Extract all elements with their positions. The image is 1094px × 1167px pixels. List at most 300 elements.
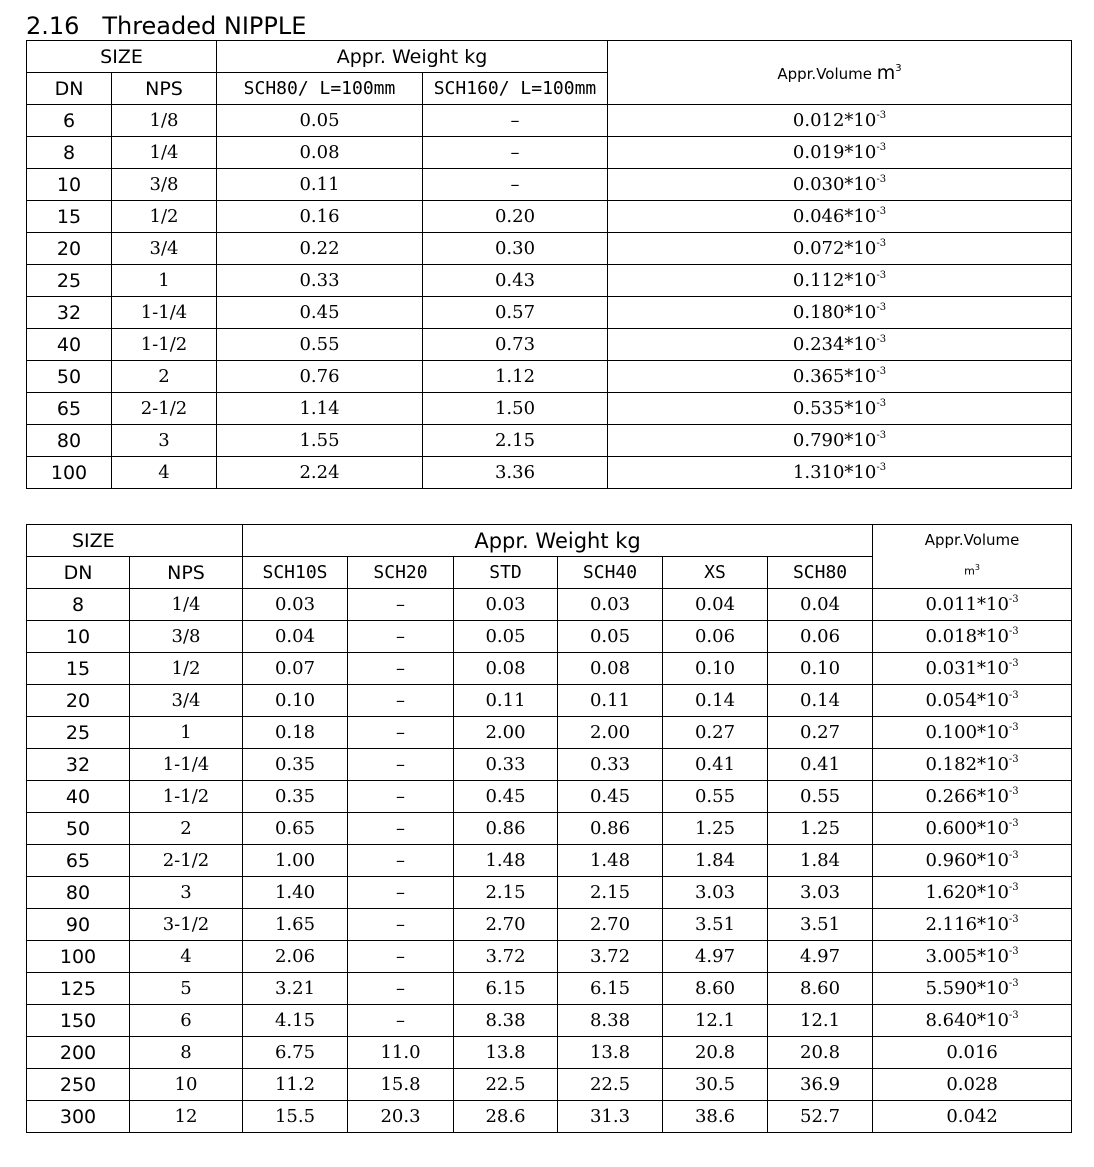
table-row	[27, 329, 1072, 361]
sch80-cell: 0.45	[217, 297, 423, 329]
std-cell: 0.45	[454, 781, 558, 813]
dn-cell: 8	[27, 589, 130, 621]
dn-cell: 200	[27, 1037, 130, 1069]
nps-cell: 2	[130, 813, 243, 845]
dn-cell: 300	[27, 1101, 130, 1133]
sch80-cell: 1.55	[217, 425, 423, 457]
volume-value: 0.790*10	[792, 430, 877, 451]
volume-cell	[608, 393, 1072, 425]
dn-cell: 65	[27, 845, 130, 877]
sch160-cell: 1.50	[423, 393, 608, 425]
sch80-cell: 0.11	[217, 169, 423, 201]
nps-cell: 6	[130, 1005, 243, 1037]
dn-header: DN	[27, 557, 130, 589]
volume-cell	[608, 201, 1072, 233]
volume-cell	[608, 425, 1072, 457]
table-row	[27, 621, 1072, 653]
volume-value: 1.620*10	[925, 882, 1009, 903]
sch160-cell: –	[423, 169, 608, 201]
sch20-cell: –	[348, 749, 454, 781]
xs-cell: 3.51	[663, 909, 768, 941]
nps-cell: 2-1/2	[112, 393, 217, 425]
sch10s-cell: 3.21	[243, 973, 348, 1005]
table-row	[27, 297, 1072, 329]
dn-cell: 25	[27, 265, 112, 297]
std-cell: 2.15	[454, 877, 558, 909]
table-body	[27, 105, 1072, 489]
volume-exponent: -3	[876, 366, 887, 377]
nps-cell: 1/2	[130, 653, 243, 685]
volume-cell	[608, 329, 1072, 361]
sch20-cell: –	[348, 845, 454, 877]
xs-cell: 0.10	[663, 653, 768, 685]
nps-cell: 1/4	[112, 137, 217, 169]
sch80-cell: 0.55	[768, 781, 873, 813]
xs-cell: 0.55	[663, 781, 768, 813]
page-title: 2.16 Threaded NIPPLE	[26, 12, 307, 40]
volume-exponent: -3	[876, 334, 887, 345]
sch40-cell: 1.48	[558, 845, 663, 877]
table-row	[27, 393, 1072, 425]
table-row	[27, 749, 1072, 781]
sch20-cell: –	[348, 653, 454, 685]
table-row	[27, 361, 1072, 393]
std-cell: 0.33	[454, 749, 558, 781]
weight-header: Appr. Weight kg	[217, 41, 608, 73]
table-row	[27, 169, 1072, 201]
volume-value: 0.182*10	[925, 754, 1009, 775]
sch20-cell: –	[348, 717, 454, 749]
sch80-cell: 1.84	[768, 845, 873, 877]
dn-cell: 125	[27, 973, 130, 1005]
xs-cell: 4.97	[663, 941, 768, 973]
volume-cell	[873, 813, 1072, 845]
nps-cell: 2	[112, 361, 217, 393]
volume-exponent: -3	[1008, 818, 1019, 829]
sch80-cell: 0.55	[217, 329, 423, 361]
volume-cell	[608, 265, 1072, 297]
nps-cell: 1-1/4	[112, 297, 217, 329]
table-row	[27, 973, 1072, 1005]
volume-cell	[608, 361, 1072, 393]
volume-value: 0.365*10	[792, 366, 877, 387]
table-header-row	[27, 41, 1072, 73]
nps-cell: 3/4	[112, 233, 217, 265]
table-body	[27, 589, 1072, 1133]
nps-cell: 3	[130, 877, 243, 909]
table-row	[27, 685, 1072, 717]
std-cell: 3.72	[454, 941, 558, 973]
volume-exponent: -3	[1008, 722, 1019, 733]
volume-value: 0.018*10	[925, 626, 1009, 647]
volume-exponent: -3	[876, 142, 887, 153]
sch10s-cell: 15.5	[243, 1101, 348, 1133]
nps-cell: 4	[130, 941, 243, 973]
sch80-cell: 52.7	[768, 1101, 873, 1133]
volume-exponent: -3	[876, 430, 887, 441]
volume-unit-exponent: 3	[974, 563, 980, 573]
volume-exponent: -3	[1008, 658, 1019, 669]
volume-exponent: -3	[1008, 914, 1019, 925]
sch80-cell: 2.24	[217, 457, 423, 489]
volume-exponent: -3	[1008, 786, 1019, 797]
nipple-table-sch80-sch160	[26, 40, 1072, 489]
volume-exponent: -3	[876, 206, 887, 217]
dn-cell: 20	[27, 233, 112, 265]
volume-value: 0.042	[946, 1106, 998, 1127]
sch20-header: SCH20	[348, 557, 454, 589]
volume-exponent: -3	[1008, 626, 1019, 637]
sch20-cell: –	[348, 685, 454, 717]
sch20-cell: –	[348, 781, 454, 813]
volume-header	[608, 41, 1072, 105]
sch160-cell: 0.73	[423, 329, 608, 361]
table-row	[27, 233, 1072, 265]
nps-cell: 1/4	[130, 589, 243, 621]
xs-header: XS	[663, 557, 768, 589]
volume-exponent: -3	[876, 238, 887, 249]
sch20-cell: –	[348, 909, 454, 941]
nipple-table-schedules	[26, 524, 1072, 1133]
volume-value: 0.600*10	[925, 818, 1009, 839]
sch10s-cell: 0.35	[243, 781, 348, 813]
sch80-cell: 12.1	[768, 1005, 873, 1037]
nps-cell: 3	[112, 425, 217, 457]
nps-cell: 1/8	[112, 105, 217, 137]
volume-cell	[608, 137, 1072, 169]
volume-unit: m	[964, 564, 975, 578]
dn-cell: 65	[27, 393, 112, 425]
volume-value: 0.011*10	[925, 594, 1009, 615]
sch10s-cell: 0.18	[243, 717, 348, 749]
sch160-cell: –	[423, 137, 608, 169]
std-cell: 0.08	[454, 653, 558, 685]
table-row	[27, 653, 1072, 685]
volume-cell	[608, 233, 1072, 265]
xs-cell: 12.1	[663, 1005, 768, 1037]
table-row	[27, 877, 1072, 909]
std-cell: 2.70	[454, 909, 558, 941]
sch80-cell: 36.9	[768, 1069, 873, 1101]
xs-cell: 1.25	[663, 813, 768, 845]
volume-value: 0.072*10	[792, 238, 877, 259]
size-header: SIZE	[27, 525, 243, 557]
sch40-cell: 0.05	[558, 621, 663, 653]
sch40-cell: 2.70	[558, 909, 663, 941]
volume-unit-wrap	[873, 563, 1071, 578]
sch80-cell: 0.76	[217, 361, 423, 393]
table-row	[27, 137, 1072, 169]
table-row	[27, 1101, 1072, 1133]
sch20-cell: –	[348, 877, 454, 909]
sch160-cell: 0.30	[423, 233, 608, 265]
sch20-cell: –	[348, 589, 454, 621]
volume-cell	[873, 653, 1072, 685]
std-header: STD	[454, 557, 558, 589]
dn-cell: 15	[27, 653, 130, 685]
volume-value: 0.180*10	[792, 302, 877, 323]
sch20-cell: –	[348, 1005, 454, 1037]
volume-exponent: -3	[876, 398, 887, 409]
table-row	[27, 717, 1072, 749]
volume-cell	[873, 973, 1072, 1005]
sch10s-cell: 1.65	[243, 909, 348, 941]
sch160-cell: 3.36	[423, 457, 608, 489]
volume-cell	[873, 685, 1072, 717]
table-row	[27, 781, 1072, 813]
sch80-cell: 8.60	[768, 973, 873, 1005]
table-row	[27, 1037, 1072, 1069]
sch160-cell: 0.57	[423, 297, 608, 329]
sch80-cell: 4.97	[768, 941, 873, 973]
volume-exponent: -3	[1008, 754, 1019, 765]
sch80-cell: 0.08	[217, 137, 423, 169]
volume-exponent: -3	[1008, 1010, 1019, 1021]
sch20-cell: 20.3	[348, 1101, 454, 1133]
nps-cell: 3-1/2	[130, 909, 243, 941]
volume-value: 2.116*10	[925, 914, 1009, 935]
dn-cell: 150	[27, 1005, 130, 1037]
sch80-cell: 0.16	[217, 201, 423, 233]
dn-cell: 50	[27, 813, 130, 845]
dn-cell: 20	[27, 685, 130, 717]
dn-cell: 32	[27, 297, 112, 329]
volume-exponent: -3	[876, 110, 887, 121]
std-cell: 8.38	[454, 1005, 558, 1037]
volume-cell	[873, 781, 1072, 813]
volume-value: 0.100*10	[925, 722, 1009, 743]
xs-cell: 0.41	[663, 749, 768, 781]
xs-cell: 0.04	[663, 589, 768, 621]
sch10s-cell: 0.03	[243, 589, 348, 621]
nps-cell: 1	[112, 265, 217, 297]
volume-exponent: -3	[876, 270, 887, 281]
sch160-cell: 2.15	[423, 425, 608, 457]
nps-cell: 4	[112, 457, 217, 489]
sch20-cell: –	[348, 941, 454, 973]
volume-cell	[608, 457, 1072, 489]
table-row	[27, 909, 1072, 941]
std-cell: 0.11	[454, 685, 558, 717]
sch80-header: SCH80/ L=100mm	[217, 73, 423, 105]
sch40-cell: 2.00	[558, 717, 663, 749]
volume-value: 8.640*10	[925, 1010, 1009, 1031]
volume-value: 0.266*10	[925, 786, 1009, 807]
sch80-cell: 3.51	[768, 909, 873, 941]
volume-value: 0.016	[946, 1042, 998, 1063]
volume-value: 1.310*10	[792, 462, 877, 483]
std-cell: 2.00	[454, 717, 558, 749]
sch20-cell: 11.0	[348, 1037, 454, 1069]
volume-exponent: -3	[876, 302, 887, 313]
table-row	[27, 201, 1072, 233]
volume-label: Appr.Volume	[777, 64, 872, 83]
volume-cell	[873, 621, 1072, 653]
volume-cell	[608, 297, 1072, 329]
sch80-cell: 1.25	[768, 813, 873, 845]
sch40-cell: 2.15	[558, 877, 663, 909]
volume-value: 0.046*10	[792, 206, 877, 227]
table-row	[27, 265, 1072, 297]
sch10s-cell: 11.2	[243, 1069, 348, 1101]
sch40-cell: 0.08	[558, 653, 663, 685]
volume-cell	[873, 1037, 1072, 1069]
xs-cell: 0.27	[663, 717, 768, 749]
table-row	[27, 425, 1072, 457]
volume-cell	[873, 1069, 1072, 1101]
volume-unit-exponent: 3	[895, 62, 902, 74]
sch80-cell: 20.8	[768, 1037, 873, 1069]
volume-cell	[873, 1005, 1072, 1037]
std-cell: 0.05	[454, 621, 558, 653]
sch80-cell: 0.10	[768, 653, 873, 685]
dn-cell: 80	[27, 877, 130, 909]
volume-cell	[873, 909, 1072, 941]
dn-cell: 40	[27, 781, 130, 813]
volume-exponent: -3	[1008, 594, 1019, 605]
table-row	[27, 845, 1072, 877]
volume-cell	[873, 845, 1072, 877]
std-cell: 0.86	[454, 813, 558, 845]
dn-cell: 100	[27, 457, 112, 489]
sch160-cell: 1.12	[423, 361, 608, 393]
xs-cell: 20.8	[663, 1037, 768, 1069]
xs-cell: 30.5	[663, 1069, 768, 1101]
table-row	[27, 1069, 1072, 1101]
dn-cell: 25	[27, 717, 130, 749]
dn-cell: 10	[27, 169, 112, 201]
std-cell: 13.8	[454, 1037, 558, 1069]
nps-cell: 1/2	[112, 201, 217, 233]
sch80-cell: 1.14	[217, 393, 423, 425]
volume-cell	[873, 589, 1072, 621]
sch10s-cell: 2.06	[243, 941, 348, 973]
std-cell: 1.48	[454, 845, 558, 877]
sch10s-cell: 0.04	[243, 621, 348, 653]
volume-value: 0.535*10	[792, 398, 877, 419]
table-row	[27, 589, 1072, 621]
sch40-cell: 0.33	[558, 749, 663, 781]
volume-exponent: -3	[1008, 946, 1019, 957]
table-row	[27, 105, 1072, 137]
std-cell: 22.5	[454, 1069, 558, 1101]
volume-value: 3.005*10	[925, 946, 1009, 967]
sch40-cell: 0.86	[558, 813, 663, 845]
sch160-cell: 0.43	[423, 265, 608, 297]
volume-exponent: -3	[876, 462, 887, 473]
sch10s-cell: 1.00	[243, 845, 348, 877]
dn-cell: 10	[27, 621, 130, 653]
volume-cell	[608, 105, 1072, 137]
sch10s-cell: 4.15	[243, 1005, 348, 1037]
volume-cell	[608, 169, 1072, 201]
dn-cell: 90	[27, 909, 130, 941]
volume-label: Appr.Volume	[924, 531, 1020, 550]
volume-exponent: -3	[1008, 978, 1019, 989]
sch40-cell: 6.15	[558, 973, 663, 1005]
sch40-cell: 0.45	[558, 781, 663, 813]
sch80-cell: 0.22	[217, 233, 423, 265]
sch80-cell: 0.14	[768, 685, 873, 717]
sch40-cell: 22.5	[558, 1069, 663, 1101]
weight-header: Appr. Weight kg	[243, 525, 873, 557]
sch40-cell: 0.11	[558, 685, 663, 717]
volume-value: 0.012*10	[792, 110, 877, 131]
sch10s-header: SCH10S	[243, 557, 348, 589]
xs-cell: 8.60	[663, 973, 768, 1005]
std-cell: 0.03	[454, 589, 558, 621]
dn-cell: 15	[27, 201, 112, 233]
sch10s-cell: 0.35	[243, 749, 348, 781]
dn-cell: 8	[27, 137, 112, 169]
volume-value: 0.030*10	[792, 174, 877, 195]
volume-header	[873, 525, 1072, 589]
dn-header: DN	[27, 73, 112, 105]
sch80-cell: 3.03	[768, 877, 873, 909]
dn-cell: 50	[27, 361, 112, 393]
nps-cell: 3/4	[130, 685, 243, 717]
sch160-cell: 0.20	[423, 201, 608, 233]
volume-unit: m	[876, 61, 896, 84]
sch160-cell: –	[423, 105, 608, 137]
dn-cell: 32	[27, 749, 130, 781]
nps-cell: 1-1/2	[112, 329, 217, 361]
table-row	[27, 941, 1072, 973]
volume-value: 0.112*10	[792, 270, 877, 291]
sch80-cell: 0.05	[217, 105, 423, 137]
sch40-cell: 3.72	[558, 941, 663, 973]
volume-exponent: -3	[876, 174, 887, 185]
volume-exponent: -3	[1008, 850, 1019, 861]
sch40-cell: 13.8	[558, 1037, 663, 1069]
sch40-cell: 0.03	[558, 589, 663, 621]
volume-exponent: -3	[1008, 882, 1019, 893]
volume-value: 0.031*10	[925, 658, 1009, 679]
nps-cell: 10	[130, 1069, 243, 1101]
sch10s-cell: 0.07	[243, 653, 348, 685]
volume-value: 0.028	[946, 1074, 998, 1095]
sch80-header: SCH80	[768, 557, 873, 589]
volume-cell	[873, 717, 1072, 749]
nps-cell: 8	[130, 1037, 243, 1069]
sch20-cell: 15.8	[348, 1069, 454, 1101]
nps-header: NPS	[112, 73, 217, 105]
xs-cell: 3.03	[663, 877, 768, 909]
sch20-cell: –	[348, 813, 454, 845]
sch10s-cell: 1.40	[243, 877, 348, 909]
xs-cell: 1.84	[663, 845, 768, 877]
sch40-cell: 31.3	[558, 1101, 663, 1133]
volume-cell	[873, 1101, 1072, 1133]
nps-cell: 3/8	[130, 621, 243, 653]
volume-value: 0.019*10	[792, 142, 877, 163]
dn-cell: 80	[27, 425, 112, 457]
sch10s-cell: 6.75	[243, 1037, 348, 1069]
sch160-header: SCH160/ L=100mm	[423, 73, 608, 105]
std-cell: 6.15	[454, 973, 558, 1005]
table-row	[27, 1005, 1072, 1037]
sch80-cell: 0.41	[768, 749, 873, 781]
nps-cell: 1	[130, 717, 243, 749]
volume-cell	[873, 877, 1072, 909]
nps-cell: 3/8	[112, 169, 217, 201]
nps-cell: 1-1/4	[130, 749, 243, 781]
xs-cell: 0.14	[663, 685, 768, 717]
nps-cell: 2-1/2	[130, 845, 243, 877]
sch80-cell: 0.27	[768, 717, 873, 749]
dn-cell: 40	[27, 329, 112, 361]
sch80-cell: 0.04	[768, 589, 873, 621]
